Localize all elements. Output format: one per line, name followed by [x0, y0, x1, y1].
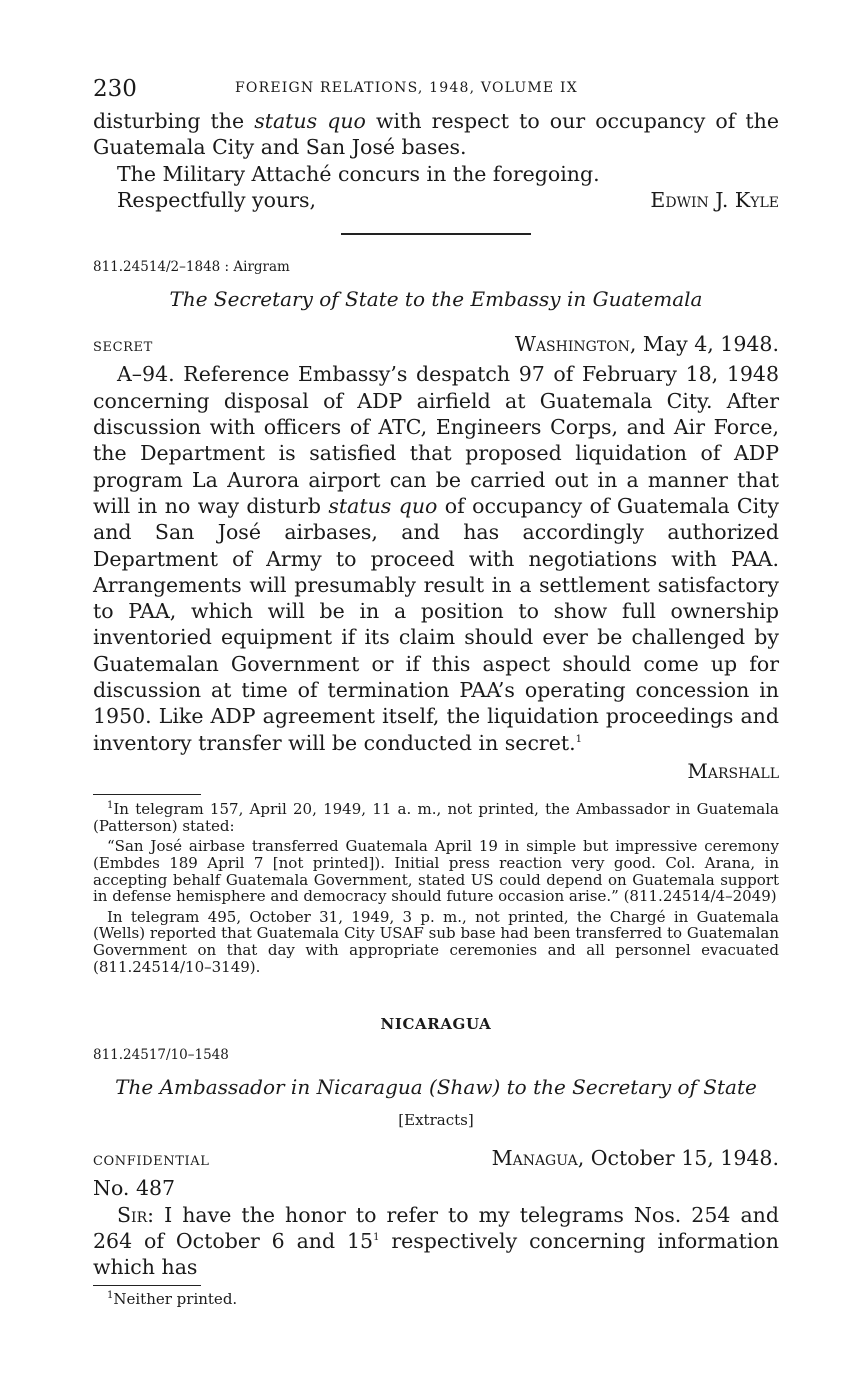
extracts-label: [Extracts]: [398, 1111, 474, 1130]
nicaragua-title: The Ambassador in Nicaragua (Shaw) to the Secretary of State: [115, 1075, 757, 1100]
footnote-1-quote: “San José airbase transferred Guatemala April 19 in simple but impressive ceremony (Embdes 189 April 7 [not printed]). Initial press reaction very good. Col. Arana, in accepting behalf Guatemala Government, stated US could depend on Guatemala support in defense hemisphere and democracy should future occasion arise.” (811.24514/4–2049): [93, 837, 779, 906]
confidential-label: CONFIDENTIAL: [93, 1154, 210, 1170]
airgram-place-date: Washington, May 4, 1948.: [514, 332, 779, 357]
running-title: FOREIGN RELATIONS, 1948, VOLUME IX: [235, 80, 578, 96]
nicaragua-body: Sir: I have the honor to refer to my telegrams Nos. 254 and 264 of October 6 and $15^1$ respectively concerning information which has: [93, 1202, 779, 1280]
airgram-dateline: [93, 331, 779, 361]
continuation-text: [93, 108, 779, 213]
nicaragua-file-reference: 811.24517/10–1548: [93, 1047, 229, 1064]
airgram-file-reference: 811.24514/2–1848 : Airgram: [93, 259, 290, 276]
nicaragua-dateline: [93, 1145, 779, 1175]
despatch-number: No. 487: [93, 1176, 176, 1201]
closing: Respectfully yours,: [117, 187, 317, 212]
closing-row: [93, 187, 779, 213]
footnote-1-continued: In telegram 495, October 31, 1949, 3 p. m., not printed, the Chargé in Guatemala (Wells) reported that Guatemala City USAF sub base had been transferred to Guatemalan Government on that day with appropriate ceremonies and all personnel evacuated (811.24514/10–3149).: [93, 907, 779, 976]
footnote-marker: 1: [373, 1232, 380, 1244]
nicaragua-place-date: Managua, October 15, 1948.: [491, 1146, 779, 1171]
signer-kyle: Edwin J. Kyle: [650, 187, 779, 212]
document-page: [93, 68, 779, 1308]
footnote-neither-printed: $^1$Neither printed.: [107, 1289, 238, 1308]
nicaragua-heading: NICARAGUA: [380, 1015, 492, 1034]
footnotes: [93, 801, 779, 975]
footnote-1: $^1$In telegram 157, April 20, 1949, 11 a. m., not printed, the Ambassador in Guatemala (Patterson) stated:: [93, 800, 779, 835]
footnote-rule-2: [93, 1285, 201, 1286]
continuation-paragraph: disturbing the status quo with respect to our occupancy of the Guatemala City and San José bases.: [93, 109, 779, 160]
page-number: 230: [93, 76, 137, 102]
attache-paragraph: The Military Attaché concurs in the foregoing.: [117, 161, 600, 186]
section-divider: [341, 233, 531, 235]
airgram-title: The Secretary of State to the Embassy in Guatemala: [169, 287, 703, 312]
footnote-rule: [93, 794, 201, 795]
airgram-body: A–94. Reference Embassy’s despatch 97 of February 18, 1948 concerning disposal of ADP airfield at Guatemala City. After discussion with officers of ATC, Engineers Corps, and Air Force, the Department is satisfied that proposed liquidation of ADP program La Aurora airport can be carried out in a manner that will in no way disturb status quo of occupancy of Guatemala City and San José airbases, and has accordingly authorized Department of Army to proceed with negotiations with PAA. Arrangements will presumably result in a settlement satisfactory to PAA, which will be in a position to show full ownership inventoried equipment if its claim should ever be challenged by Guatemalan Government or if this aspect should come up for discussion at time of termination PAA’s operating concession in 1950. Like ADP agreement itself, the liquidation proceedings and inventory transfer will be conducted in secret.$^1$: [93, 362, 779, 755]
classification-label: SECRET: [93, 340, 153, 356]
page-header: [93, 68, 779, 108]
signer-marshall: Marshall: [687, 758, 779, 783]
footnote-marker: 1: [575, 733, 582, 745]
